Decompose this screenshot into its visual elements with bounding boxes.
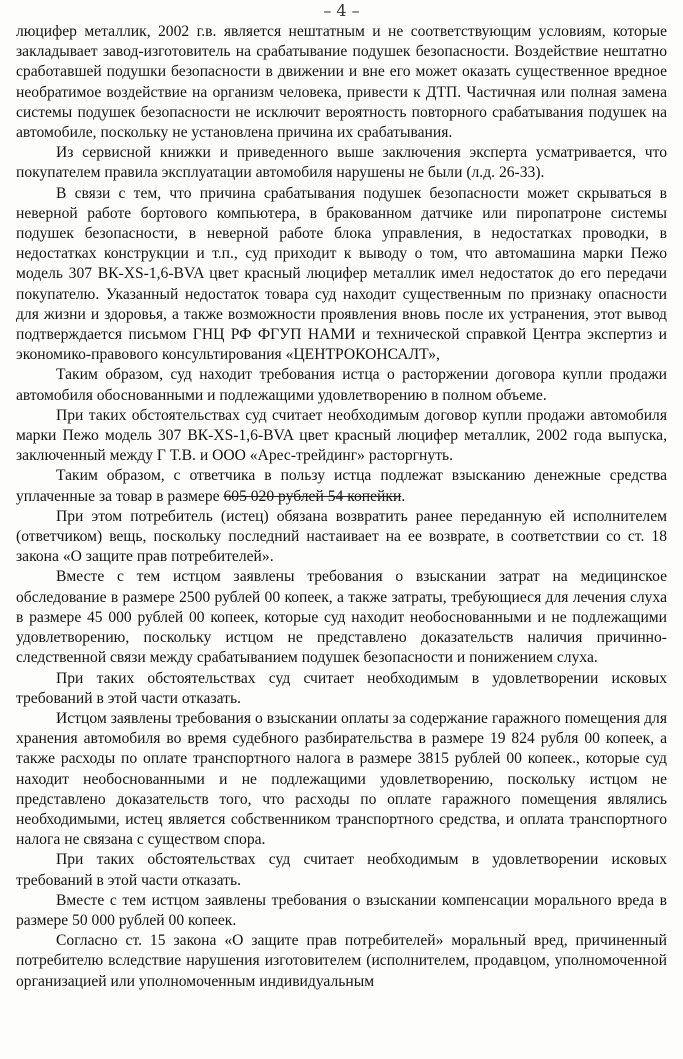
paragraph-11: При таких обстоятельствах суд считает необходимым в удовлетворении исковых требований в этой части отказать. <box>16 851 667 889</box>
paragraph-6 <box>16 466 667 506</box>
paragraph-2: Из сервисной книжки и приведенного выше заключения эксперта усматривается, что покупателем правила эксплуатации автомобиля нарушены не были (л.д. 26-33). <box>16 144 667 182</box>
paragraph-13: Согласно ст. 15 закона «О защите прав потребителей» моральный вред, причиненный потребителю вследствие нарушения изготовителем (исполнителем, продавцом, уполномоченной организацией или уполномоченным индивидуальным <box>16 932 667 990</box>
paragraph-10: Истцом заявлены требования о взыскании оплаты за содержание гаражного помещения для хранения автомобиля во время судебного разбирательства в размере 19 824 рубля 00 копеек, а также расходы по оплате транспортного налога в размере 3815 рублей 00 копеек., которые суд находит необоснованными и не подлежащими удовлетворению, поскольку истцом не представлено доказательств того, что расходы по оплате гаражного помещения являлись необходимыми, истец является собственником транспортного средства, и оплата транспортного налога не связана с существом спора. <box>16 709 667 849</box>
paragraph-4: Таким образом, суд находит требования истца о расторжении договора купли продажи автомобиля обоснованными и подлежащими удовлетворению в полном объеме. <box>16 366 667 404</box>
paragraph-6-end: . <box>401 487 406 505</box>
paragraph-1: люцифер металлик, 2002 г.в. является нештатным и не соответствующим условиям, которые закладывает завод-изготовитель на срабатывание подушек безопасности. Воздействие нештатно сработавшей подушки безопасности в движении и вне его может оказать существенное вредное необратимое воздействие на организм человека, привести к ДТП. Частичная или полная замена системы подушек безопасности не исключит вероятность повторного срабатывания подушек на автомобиле, поскольку не установлена причина их срабатывания. <box>16 23 667 142</box>
paragraph-12: Вместе с тем истцом заявлены требования о взыскании компенсации морального вреда в размере 50 000 рублей 00 копеек. <box>16 891 667 929</box>
paragraph-8: Вместе с тем истцом заявлены требования о взыскании затрат на медицинское обследование в размере 2500 рублей 00 копеек, а также затраты, требующиеся для лечения слуха в размере 45 000 рублей 00 копеек, которые суд находит необоснованными и не подлежащими удовлетворению, поскольку истцом не представлено доказательств наличия причинно-следственной связи между срабатыванием подушек безопасности и понижением слуха. <box>16 568 667 667</box>
document-body <box>16 22 667 992</box>
paragraph-9: При таких обстоятельствах суд считает необходимым в удовлетворении исковых требований в этой части отказать. <box>16 669 667 707</box>
paragraph-6-text: Таким образом, с ответчика в пользу истца подлежат взысканию денежные средства уплаченные за товар в размере <box>16 467 667 505</box>
page-number: – 4 – <box>323 1 360 20</box>
struck-amount: 605 020 рублей 54 копейки <box>223 487 402 505</box>
paragraph-5: При таких обстоятельствах суд считает необходимым договор купли продажи автомобиля марки Пежо модель 307 ВК-XS-1,6-BVA цвет красный люцифер металлик, 2002 года выпуска, заключенный между Г Т.В. и ООО «Арес-трейдинг» расторгнуть. <box>16 406 667 465</box>
paragraph-3: В связи с тем, что причина срабатывания подушек безопасности может скрываться в неверной работе бортового компьютера, в бракованном датчике или пиропатроне системы подушек безопасности, в неверной работе блока управления, в недостатках проводки, в недостатках конструкции и т.п., суд приходит к выводу о том, что автомашина марки Пежо модель 307 ВК-XS-1,6-BVA цвет красный люцифер металлик имел недостаток до его передачи покупателю. Указанный недостаток товара суд находит существенным по признаку опасности для жизни и здоровья, а также возможности проявления вновь после их устранения, этот вывод подтверждается письмом ГНЦ РФ ФГУП НАМИ и технической справкой Центра экспертиз и экономико-правового консультирования «ЦЕНТРОКОНСАЛТ», <box>16 184 667 364</box>
paragraph-7: При этом потребитель (истец) обязана возвратить ранее переданную ей исполнителем (ответчиком) вещь, поскольку последний настаивает на ее возврате, в соответствии со ст. 18 закона «О защите прав потребителей». <box>16 507 667 566</box>
